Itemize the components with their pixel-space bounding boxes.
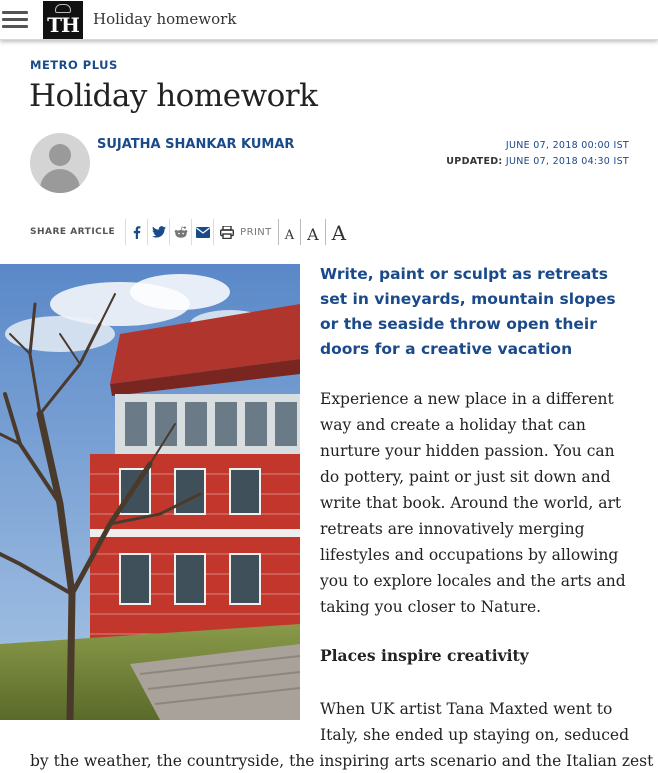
- share-toolbar: [30, 218, 352, 246]
- menu-icon[interactable]: [2, 11, 28, 29]
- facebook-icon: [133, 226, 141, 239]
- facebook-share-button[interactable]: [125, 219, 147, 245]
- hero-photo: [0, 264, 300, 720]
- article-subheading: Places inspire creativity: [320, 646, 529, 665]
- article-paragraph-2-continued: by the weather, the countryside, the inspiring arts scenario and the Italian zest: [30, 752, 654, 770]
- site-logo[interactable]: [43, 1, 83, 39]
- envelope-icon: [196, 227, 210, 238]
- article-standfirst: Write, paint or sculpt as retreats set in vineyards, mountain slopes or the seaside throw open their doors for a creative vacation: [320, 265, 616, 358]
- article-dates: [446, 138, 629, 170]
- print-button[interactable]: [213, 219, 278, 245]
- logo-text: TH: [47, 13, 79, 37]
- updated-label: UPDATED:: [446, 156, 503, 167]
- reddit-share-button[interactable]: [169, 219, 191, 245]
- article-paragraph-2: When UK artist Tana Maxted went to Italy, she ended up staying on, seduced: [320, 700, 630, 744]
- article-headline: Holiday homework: [29, 78, 318, 114]
- updated-date-row: [446, 154, 629, 170]
- topbar-title: Holiday homework: [93, 10, 237, 28]
- print-label: PRINT: [240, 226, 272, 238]
- printer-icon: [220, 226, 234, 239]
- reddit-icon: [174, 226, 188, 239]
- author-avatar: [30, 133, 90, 193]
- published-date: JUNE 07, 2018 00:00 IST: [505, 140, 629, 151]
- font-size-large-button[interactable]: A: [325, 219, 352, 245]
- share-label: SHARE ARTICLE: [30, 227, 116, 237]
- twitter-share-button[interactable]: [147, 219, 169, 245]
- twitter-icon: [152, 226, 166, 238]
- updated-date: JUNE 07, 2018 04:30 IST: [505, 156, 629, 167]
- author-name[interactable]: SUJATHA SHANKAR KUMAR: [97, 137, 295, 152]
- email-share-button[interactable]: [191, 219, 213, 245]
- article-hero-image: [0, 264, 300, 720]
- logo-crest-icon: [55, 4, 71, 13]
- top-bar: [0, 0, 658, 40]
- article-paragraph-1: Experience a new place in a different way and create a holiday that can nurture your hidden passion. You can do pottery, paint or just sit down and write that book. Around the world, art retreats are innovatively merging lifestyles and occupations by allowing you to explore locales and the arts and taking you closer to Nature.: [320, 390, 626, 616]
- font-size-small-button[interactable]: A: [278, 219, 300, 245]
- section-link[interactable]: METRO PLUS: [30, 58, 118, 72]
- font-size-medium-button[interactable]: A: [300, 219, 325, 245]
